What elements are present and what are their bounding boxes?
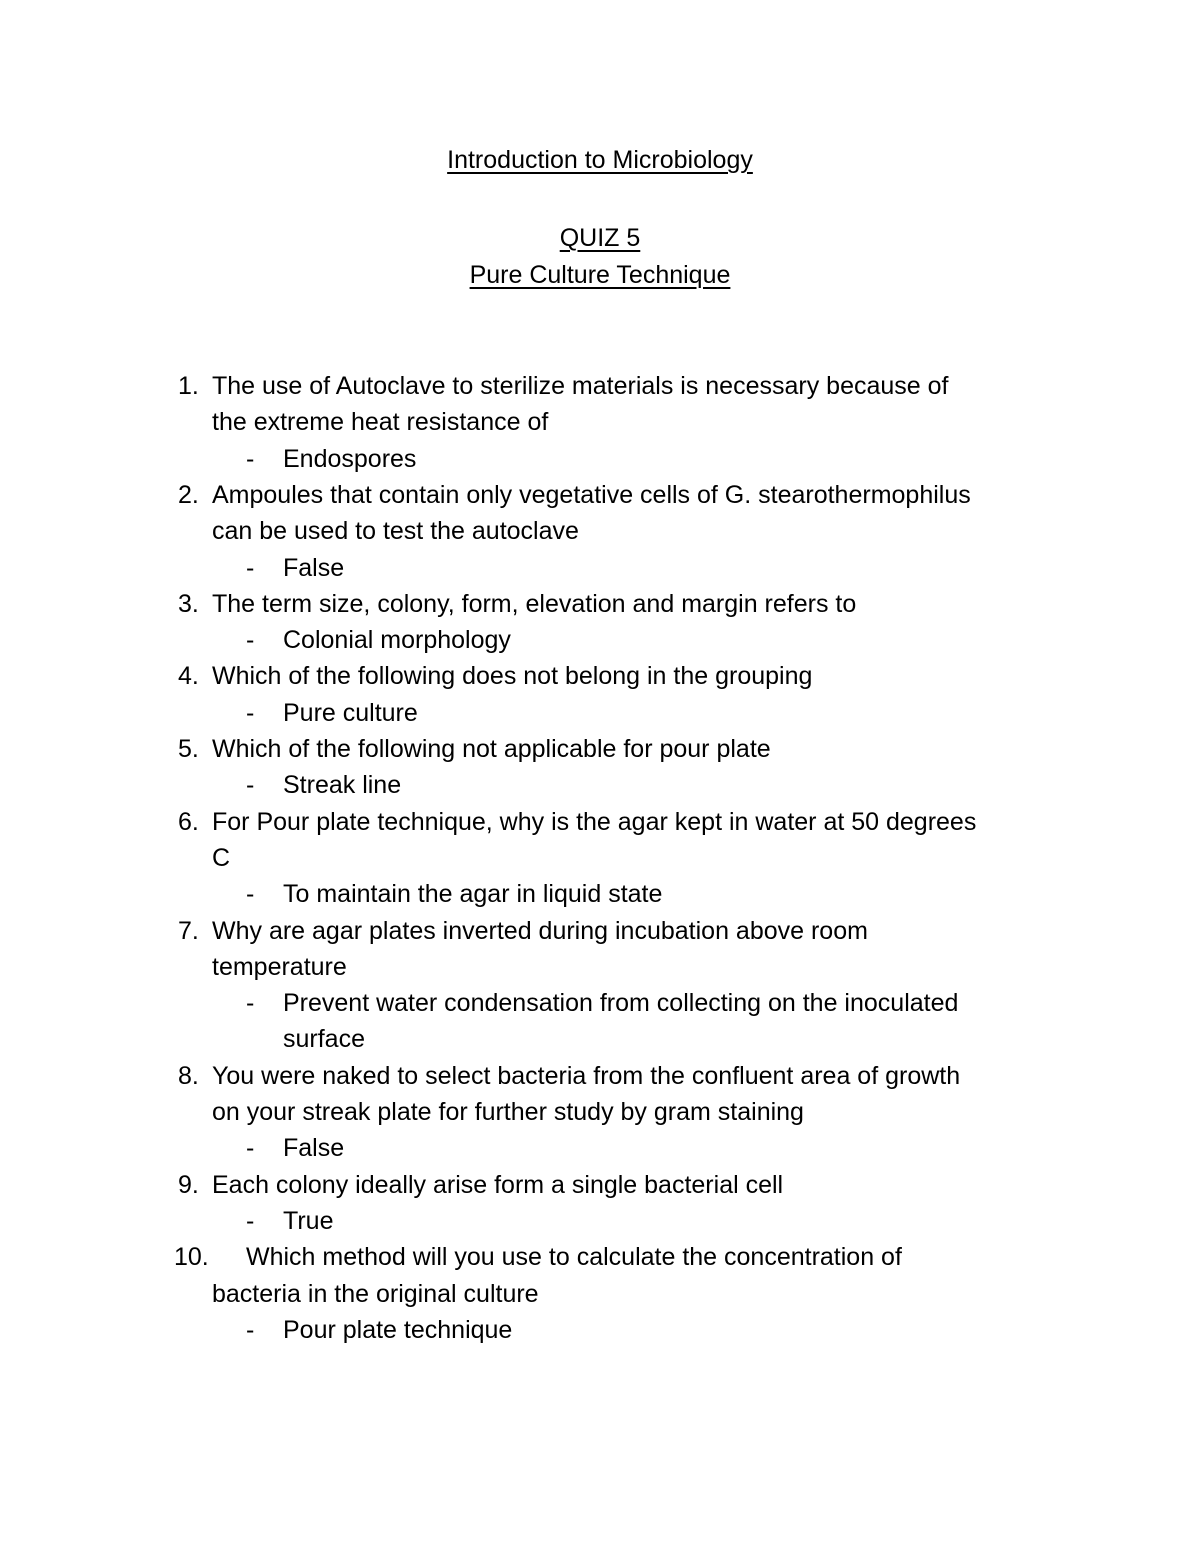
question-number: 7. [178, 916, 199, 945]
question-text: The term size, colony, form, elevation and margin refers to [212, 589, 857, 618]
question-number: 10. [174, 1243, 209, 1272]
answer-marker: - [246, 1315, 255, 1344]
question-text: C [212, 843, 231, 872]
question-text: For Pour plate technique, why is the agar kept in water at 50 degrees [212, 807, 977, 836]
answer-text: Prevent water condensation from collecting on the inoculated [283, 989, 959, 1018]
answer-marker: - [246, 698, 255, 727]
question-text: Each colony ideally arise form a single bacterial cell [212, 1170, 784, 1199]
quiz-topic-text: Pure Culture Technique [469, 261, 731, 289]
quiz-number-text: QUIZ 5 [559, 224, 641, 252]
question-text: Which of the following does not belong in the grouping [212, 662, 813, 691]
answer-text: Streak line [283, 771, 402, 800]
answer-text: False [283, 1134, 345, 1163]
answer-text: Endospores [283, 444, 417, 473]
answer-text: False [283, 553, 345, 582]
answer-text: To maintain the agar in liquid state [283, 880, 663, 909]
answer-marker: - [246, 1134, 255, 1163]
answer-marker: - [246, 989, 255, 1018]
question-text: Which method will you use to calculate the concentration of [246, 1243, 902, 1272]
quiz-number [0, 223, 1200, 253]
question-text: temperature [212, 952, 347, 981]
question-number: 6. [178, 807, 199, 836]
answer-text: Pour plate technique [283, 1315, 513, 1344]
question-text: on your streak plate for further study by gram staining [212, 1098, 804, 1126]
answer-text: True [283, 1206, 334, 1235]
answer-text: Colonial morphology [283, 626, 511, 655]
answer-marker: - [246, 553, 255, 582]
question-text: bacteria in the original culture [212, 1279, 539, 1308]
answer-marker: - [246, 880, 255, 909]
course-title-text: Introduction to Microbiology [447, 146, 753, 174]
answer-marker: - [246, 771, 255, 800]
question-number: 9. [178, 1170, 199, 1199]
question-text: can be used to test the autoclave [212, 517, 579, 546]
question-number: 3. [178, 589, 199, 618]
answer-marker: - [246, 1206, 255, 1235]
quiz-topic [0, 260, 1200, 290]
question-text: You were naked to select bacteria from the confluent area of growth [212, 1061, 961, 1090]
question-number: 2. [178, 480, 199, 509]
question-text: the extreme heat resistance of [212, 408, 549, 437]
question-number: 4. [178, 662, 199, 691]
question-text: Why are agar plates inverted during incubation above room [212, 916, 868, 945]
answer-marker: - [246, 626, 255, 655]
question-number: 5. [178, 735, 199, 763]
answer-text: surface [283, 1025, 365, 1054]
answer-marker: - [246, 444, 255, 473]
course-title [0, 145, 1200, 175]
question-text: Which of the following not applicable for pour plate [212, 735, 771, 763]
question-text: Ampoules that contain only vegetative cells of G. stearothermophilus [212, 480, 971, 509]
question-text: The use of Autoclave to sterilize materials is necessary because of [212, 372, 949, 400]
answer-text: Pure culture [283, 698, 418, 727]
question-number: 8. [178, 1061, 199, 1090]
question-number: 1. [178, 372, 199, 400]
